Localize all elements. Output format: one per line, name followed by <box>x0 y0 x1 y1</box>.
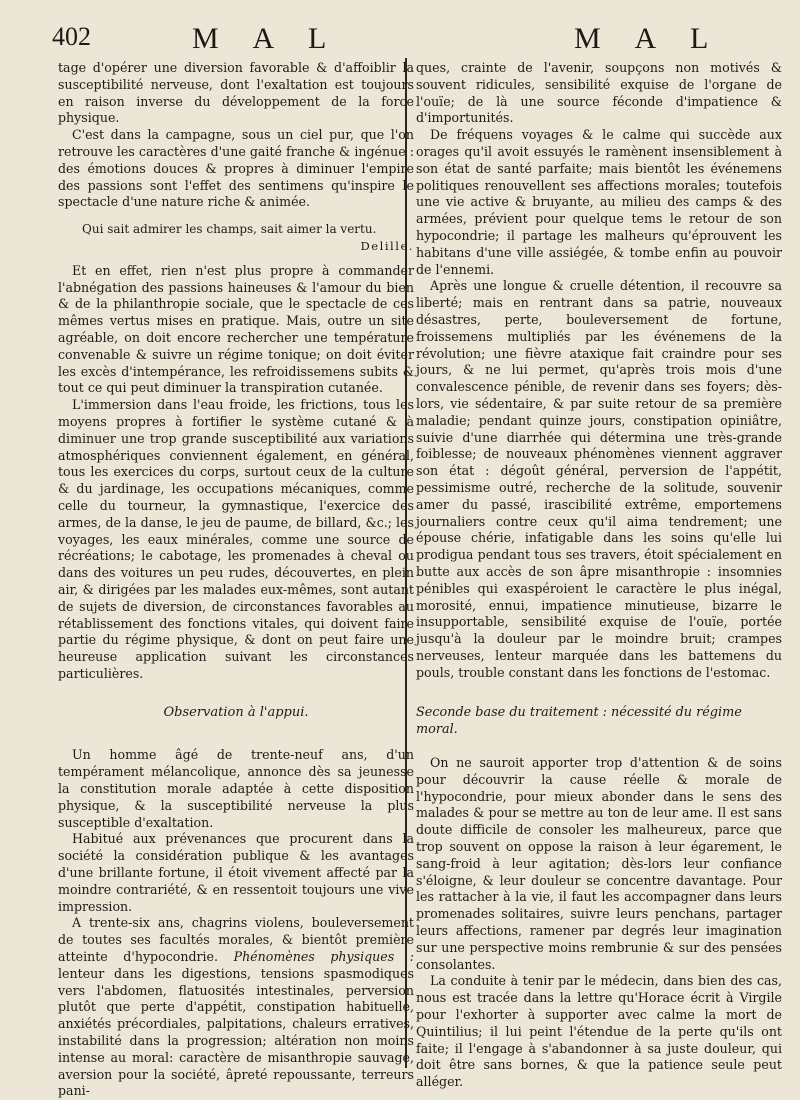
section-heading: Observation à l'appui. <box>163 704 309 720</box>
paragraph: Et en effet, rien n'est plus propre à commander l'abnégation des passions haineuses & l'amour du bien & de la philanthropie sociale, que le spectacle de ces mêmes vertus mises en pratique. Mais, outre un site agréable, on doit encore rechercher une température convenable & suivre un régime tonique; on doit éviter les excès d'intempérance, les refroidissemens subits & tout ce qui peut diminuer la transpiration cutanée. <box>58 262 414 396</box>
paragraph-text: A trente-six ans, chagrins violens, bouleversement de toutes ses facultés morales, & bientôt première atteinte d'hypocondrie. <box>58 915 414 965</box>
paragraph: Habitué aux prévenances que procurent dans la société la considération publique & les avantages d'une brillante fortune, il étoit vivement affecté par la moindre contrariété, & en ressentoit toujours une vive impression. <box>58 831 414 914</box>
paragraph: De fréquens voyages & le calme qui succède aux orages qu'il avoit essuyés le ramènent insensiblement à son état de santé parfaite; mais bientôt les événemens politiques renouvellent ses affections morales; toutefois une vie active & bruyante, au milieu des camps & des armées, prévient pour quelque tems le retour de son hypocondrie; il partage les malheurs qu'éprouvent les habitans d'une ville assiégée, & tombe enfin au pouvoir de l'ennemi. <box>416 127 782 277</box>
paragraph <box>58 915 414 1100</box>
verse-quote: Qui sait admirer les champs, sait aimer la vertu. <box>82 222 377 237</box>
running-head-right: M A L <box>574 22 723 55</box>
page-number: 402 <box>52 22 91 51</box>
paragraph: L'immersion dans l'eau froide, les frictions, tous les moyens propres à fortifier le système cutané & à diminuer une trop grande susceptibilité aux variations atmosphériques conviennent également, en général, tous les exercices du corps, surtout ceux de la culture & du jardinage, les occupations mécaniques, comme celle du tourneur, la gymnastique, l'exercice des armes, de la danse, le jeu de paume, de billard, &c.; les voyages, les eaux minérales, comme une source de récréations; le cabotage, les promenades à cheval ou dans des voitures un peu rudes, découvertes, en plein air, & dirigées par les malades eux-mêmes, sont autant de sujets de diversion, de circonstances favorables au rétablissement des fonctions vitales, qui doivent faire partie du régime physique, & dont on peut faire une heureuse application suivant les circonstances particulières. <box>58 397 414 681</box>
italic-phrase: Phénomènes physiques : <box>233 949 414 965</box>
paragraph: tage d'opérer une diversion favorable & d'affoiblir la susceptibilité nerveuse, dont l'exaltation est toujours en raison inverse du développement de la force physique. <box>58 60 414 126</box>
quote-attribution: Delille. <box>360 238 414 253</box>
paragraph: Un homme âgé de trente-neuf ans, d'un tempérament mélancolique, annonce dès sa jeunesse la constitution morale adaptée à cette disposition physique, & la susceptibilité nerveuse la plus susceptible d'exaltation. <box>58 747 414 830</box>
paragraph: La conduite à tenir par le médecin, dans bien des cas, nous est tracée dans la lettre qu'Horace écrit à Virgile pour l'exhorter à supporter avec calme la mort de Quintilius; il lui peint l'étendue de la perte qu'ils ont faite; il l'engage à s'abandonner à sa juste douleur, qui doit être sans bornes, & que la patience seule peut alléger. <box>416 973 782 1090</box>
left-column <box>58 60 414 1100</box>
paragraph: On ne sauroit apporter trop d'attention & de soins pour découvrir la cause réelle & morale de l'hypocondrie, pour mieux abonder dans le sens des malades & pour se mettre au ton de leur ame. Il est sans doute difficile de consoler les malheureux, parce que trop souvent on oppose la raison à leur égarement, le sang-froid à leur agitation; dès-lors leur confiance s'éloigne, & leur douleur se concentre davantage. Pour les rattacher à la vie, il faut les accompagner dans leurs promenades solitaires, suivre leurs penchans, partager leurs affections, ramener par degrés leur imagination sur une perspective moins rembrunie & sur des pensées consolantes. <box>416 755 782 972</box>
right-column <box>416 60 782 1091</box>
running-head-left: M A L <box>192 22 341 55</box>
section-heading: Seconde base du traitement : nécessité du régime moral. <box>416 705 742 738</box>
paragraph-text: lenteur dans les digestions, tensions spasmodiques vers l'abdomen, flatuosités intestinales, perversion plutôt que perte d'appétit, constipation habituelle, anxiétés précordiales, palpitations, chaleurs erratives, instabilité dans la progression; altération non moins intense au moral: caractère de misanthropie sauvage, aversion pour la société, âpreté repoussante, terreurs pani- <box>58 965 414 1099</box>
paragraph: ques, crainte de l'avenir, soupçons non motivés & souvent ridicules, sensibilité exquise de l'organe de l'ouïe; de là une source féconde d'impatience & d'importunités. <box>416 60 782 126</box>
paragraph: C'est dans la campagne, sous un ciel pur, que l'on retrouve les caractères d'une gaité franche & ingénue : des émotions douces & propres à diminuer l'empire des passions sont l'effet des sentimens qu'inspire le spectacle d'une nature riche & animée. <box>58 127 414 210</box>
paragraph: Après une longue & cruelle détention, il recouvre sa liberté; mais en rentrant dans sa patrie, nouveaux désastres, perte, bouleversement de fortune, froissemens multipliés par les événemens de la révolution; une fièvre ataxique fait craindre pour ses jours, & ne lui permet, qu'après trois mois d'une convalescence pénible, de revenir dans ses foyers; dès-lors, vie sédentaire, & par suite retour de sa première maladie; pendant quinze jours, constipation opiniâtre, suivie d'une diarrhée qui détermina une très-grande foiblesse; de nouveaux phénomènes viennent aggraver son état : dégoût général, perversion de l'appétit, pessimisme outré, recherche de la solitude, souvenir amer du passé, irascibilité extrême, emportemens journaliers contre ceux qu'il aima tendrement; une épouse chérie, infatigable dans les soins qu'elle lui prodigua pendant tous ses travers, étoit spécialement en butte aux accès de son âpre misanthropie : insomnies pénibles qui exaspéroient le caractère le plus inégal, morosité, ennui, impatience minutieuse, bizarre le insupportable, sensibilité exquise de l'ouïe, portée jusqu'à la douleur par le moindre bruit; crampes nerveuses, lenteur marquée dans les battemens du pouls, trouble constant dans les fonctions de l'estomac. <box>416 278 782 680</box>
